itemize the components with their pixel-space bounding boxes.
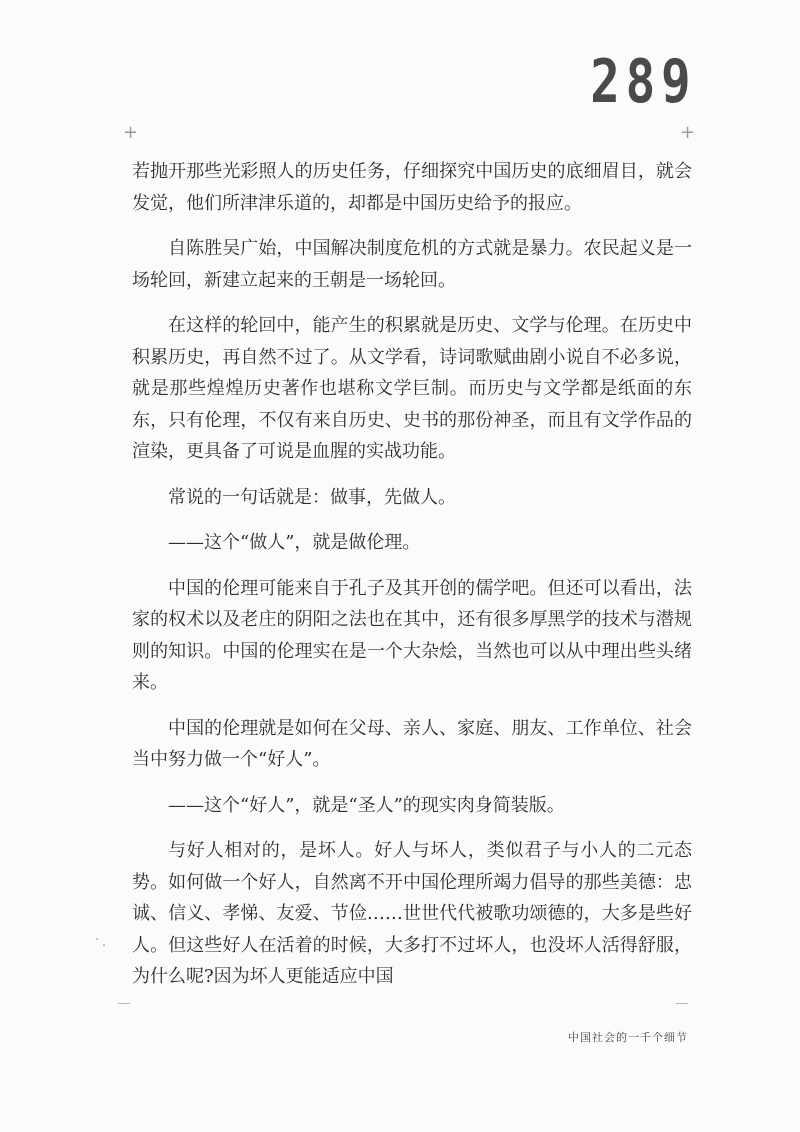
crop-mark-top-left: + [123,122,139,143]
crop-mark-top-right: + [680,122,696,143]
paragraph: 常说的一句话就是：做事，先做人。 [168,486,456,508]
body-text [132,156,692,1007]
paragraph: 在这样的轮回中，能产生的积累就是历史、文学与伦理。在历史中积累历史，再自然不过了。从文学看，诗词歌赋曲剧小说自不必多说，就是那些煌煌历史著作也堪称文学巨制。而历史与文学都是纸面的东东，只有伦理，不仅有来自历史、史书的那份神圣，而且有文学作品的渲染，更具备了可说是血腥的实战功能。 [132,315,692,462]
paragraph: ——这个“好人”，就是“圣人”的现实肉身简装版。 [168,794,565,816]
paper-speck [96,938,98,940]
crop-mark-bottom-left [118,1003,130,1004]
paper-speck [103,944,105,946]
paragraph: 中国的伦理就是如何在父母、亲人、家庭、朋友、工作单位、社会当中努力做一个“好人”。 [132,717,692,770]
paragraph: 若抛开那些光彩照人的历史任务，仔细探究中国历史的底细眉目，就会发觉，他们所津津乐道的，却都是中国历史给予的报应。 [132,161,692,214]
page-number: 289 [589,47,696,117]
running-footer: 中国社会的一千个细节 [568,1031,688,1044]
paragraph: 自陈胜吴广始，中国解决制度危机的方式就是暴力。农民起义是一场轮回，新建立起来的王朝是一场轮回。 [132,238,692,291]
paragraph: 与好人相对的，是坏人。好人与坏人，类似君子与小人的二元态势。如何做一个好人，自然离不开中国伦理所竭力倡导的那些美德：忠诚、信义、孝悌、友爱、节俭……世世代代被歌功颂德的，大多是些好人。但这些好人在活着的时候，大多打不过坏人，也没坏人活得舒服，为什么呢?因为坏人更能适应中国 [132,840,692,987]
paragraph: 中国的伦理可能来自于孔子及其开创的儒学吧。但还可以看出，法家的权术以及老庄的阴阳之法也在其中，还有很多厚黑学的技术与潜规则的知识。中国的伦理实在是一个大杂烩，当然也可以从中理出些头绪来。 [132,577,692,693]
paragraph: ——这个“做人”，就是做伦理。 [168,532,421,553]
